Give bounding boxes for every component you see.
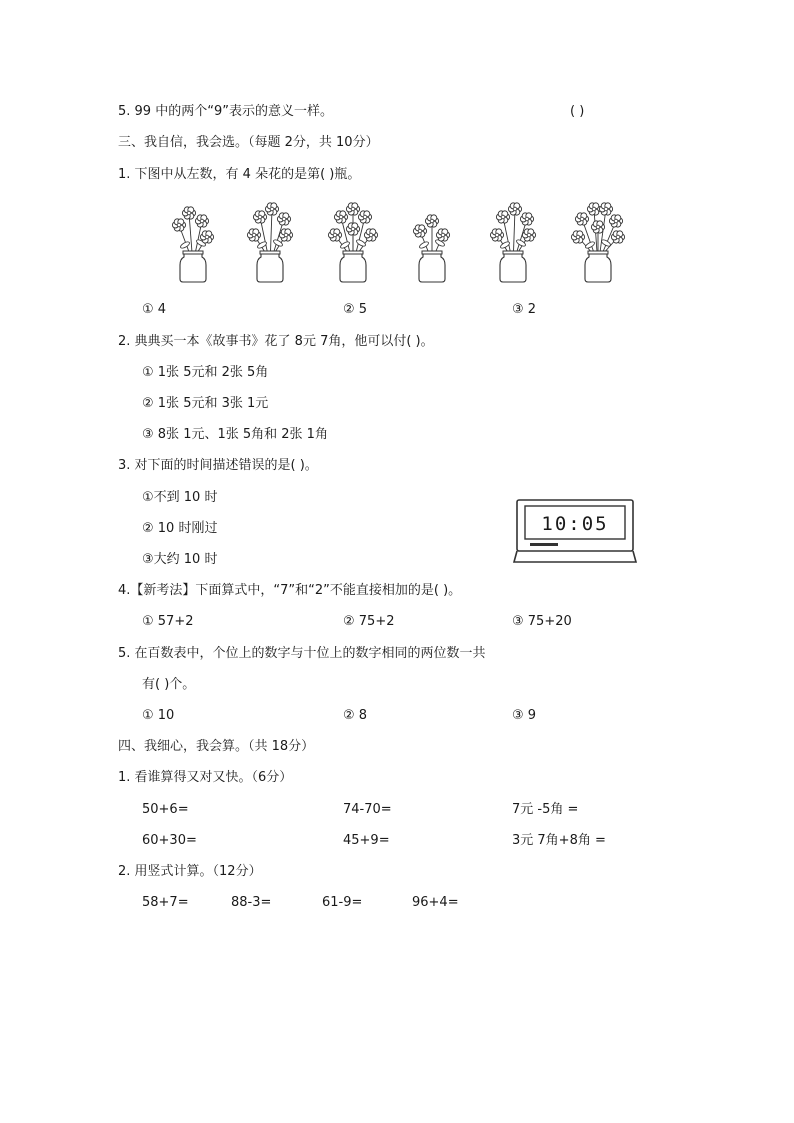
section-title: 三、我自信，我会选。（每题 2分，共 10分）	[118, 135, 379, 150]
flower-icon	[520, 213, 533, 225]
flower-icon	[436, 229, 449, 241]
flower-icon	[195, 215, 208, 227]
question-stem: 3. 对下面的时间描述错误的是( )。	[118, 458, 318, 473]
vertical-calc-item: 88-3=	[231, 895, 272, 910]
vase-rim	[183, 251, 203, 254]
option-a: ①不到 10 时	[142, 490, 218, 505]
answer-paren: ( )	[570, 104, 585, 119]
option-b: ② 10 时刚过	[142, 521, 218, 536]
vase-3	[318, 199, 388, 289]
vase-body	[257, 253, 283, 282]
vase-4	[397, 199, 467, 289]
question-stem-cont: 有( )个。	[142, 677, 196, 692]
clock-display: 10:05	[541, 513, 609, 535]
vase-rim	[260, 251, 280, 254]
flower-icon	[253, 211, 266, 223]
vase-body	[585, 253, 611, 282]
question-stem: 4.【新考法】下面算式中，“7”和“2”不能直接相加的是( )。	[118, 583, 462, 598]
flower-icon	[587, 203, 600, 215]
question-stem: 5. 在百数表中，个位上的数字与十位上的数字相同的两位数一共	[118, 646, 486, 661]
section-title: 四、我细心，我会算。（共 18分）	[118, 739, 315, 754]
flower-icon	[200, 231, 213, 243]
option-b: ② 1张 5元和 3张 1元	[142, 396, 269, 411]
flower-icon	[611, 231, 624, 243]
vase-1	[158, 199, 228, 289]
vase-rim	[503, 251, 523, 254]
question-stem: 1. 看谁算得又对又快。（6分）	[118, 770, 293, 785]
calc-item: 60+30=	[142, 833, 197, 848]
calc-item: 74-70=	[343, 802, 392, 817]
flower-icon	[575, 213, 588, 225]
flower-icon	[182, 207, 195, 219]
flower-icon	[346, 223, 359, 235]
question-stem: 1. 下图中从左数，有 4 朵花的是第( )瓶。	[118, 167, 361, 182]
option-b: ② 75+2	[343, 614, 395, 629]
vase-5	[478, 199, 548, 289]
vase-rim	[422, 251, 442, 254]
question-stem: 2. 典典买一本《故事书》花了 8元 7角，他可以付( )。	[118, 334, 434, 349]
calc-item: 50+6=	[142, 802, 189, 817]
vertical-calc-item: 96+4=	[412, 895, 459, 910]
option-b: ② 8	[343, 708, 368, 723]
leaf	[601, 239, 612, 248]
option-a: ① 4	[142, 302, 167, 317]
flower-icon	[346, 203, 359, 215]
calc-item: 45+9=	[343, 833, 390, 848]
flower-icon	[358, 211, 371, 223]
flower-icon	[265, 203, 278, 215]
stem	[513, 209, 515, 255]
option-c: ③ 9	[512, 708, 537, 723]
flower-icon	[364, 229, 377, 241]
option-b: ② 5	[343, 302, 368, 317]
question-stem: 2. 用竖式计算。（12分）	[118, 864, 262, 879]
flower-icon	[591, 221, 604, 233]
flower-icon	[599, 203, 612, 215]
option-c: ③ 75+20	[512, 614, 572, 629]
flower-icon	[425, 215, 438, 227]
vase-body	[419, 253, 445, 282]
q5-judge-text: 5. 99 中的两个“9”表示的意义一样。	[118, 104, 333, 119]
flower-icon	[277, 213, 290, 225]
flower-icon	[413, 225, 426, 237]
vase-6	[563, 199, 633, 289]
digital-clock-icon	[513, 499, 637, 565]
calc-item: 3元 7角+8角 =	[512, 833, 606, 848]
vertical-calc-item: 58+7=	[142, 895, 189, 910]
option-a: ① 10	[142, 708, 175, 723]
flower-icon	[571, 231, 584, 243]
option-c: ③ 2	[512, 302, 537, 317]
vase-body	[500, 253, 526, 282]
vertical-calc-item: 61-9=	[322, 895, 363, 910]
vase-rim	[343, 251, 363, 254]
flower-icon	[508, 203, 521, 215]
stem	[270, 209, 272, 255]
vase-2	[235, 199, 305, 289]
flower-icon	[609, 215, 622, 227]
vase-rim	[588, 251, 608, 254]
option-a: ① 1张 5元和 2张 5角	[142, 365, 269, 380]
flower-icon	[490, 229, 503, 241]
flower-icon	[496, 211, 509, 223]
option-c: ③大约 10 时	[142, 552, 218, 567]
option-a: ① 57+2	[142, 614, 194, 629]
vase-body	[180, 253, 206, 282]
flower-icon	[279, 229, 292, 241]
flower-icon	[247, 229, 260, 241]
flower-icon	[172, 219, 185, 231]
flower-icon	[522, 229, 535, 241]
flower-icon	[328, 229, 341, 241]
vase-body	[340, 253, 366, 282]
calc-item: 7元 -5角 =	[512, 802, 579, 817]
flower-icon	[334, 211, 347, 223]
option-c: ③ 8张 1元、1张 5角和 2张 1角	[142, 427, 328, 442]
